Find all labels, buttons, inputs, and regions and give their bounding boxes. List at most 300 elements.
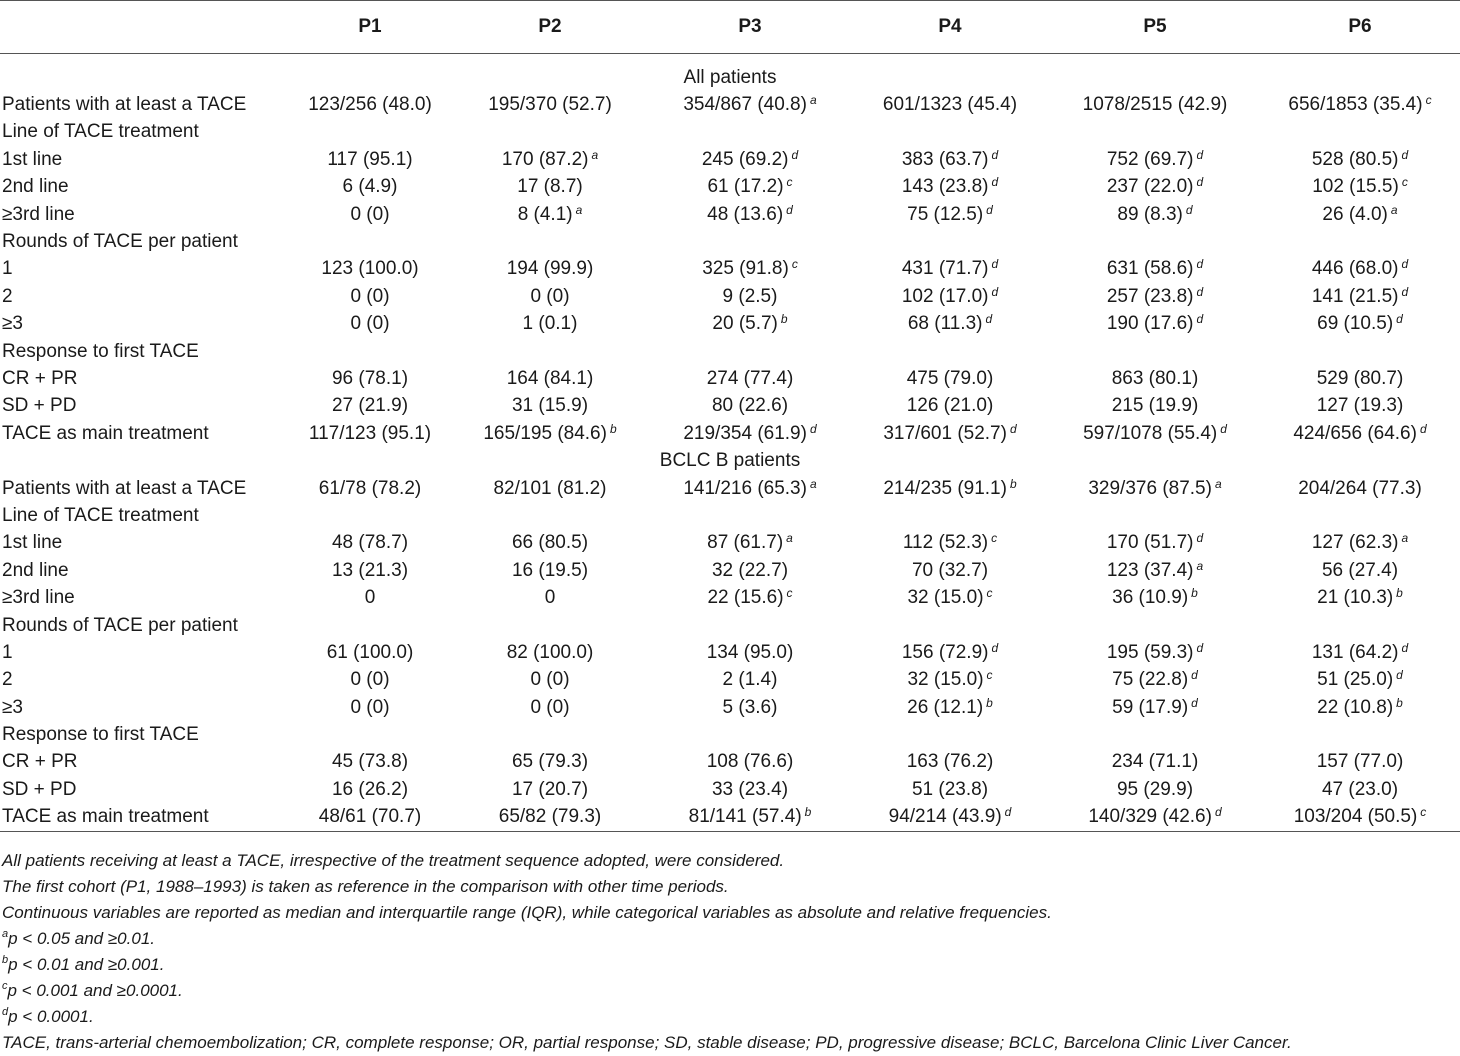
cell-value: 48/61 (70.7) (318, 806, 422, 828)
header-cell-p4: P4 (938, 16, 962, 37)
table-cell (450, 228, 650, 255)
row-label: ≥3rd line (2, 203, 75, 225)
row-label: SD + PD (2, 395, 77, 417)
table-cell (450, 201, 650, 228)
footnote (2, 900, 1452, 926)
footnote-text: p < 0.01 and ≥0.001. (8, 955, 165, 974)
cell-value: 80 (22.6) (711, 395, 789, 417)
table-cell (850, 639, 1050, 666)
cell-value: 1078/2515 (42.9) (1082, 94, 1228, 116)
table-cell (1050, 502, 1260, 529)
cell-value: 195 (59.3) (1106, 641, 1194, 663)
cell-value: 0 (0) (350, 203, 390, 225)
table-cell (650, 119, 850, 146)
table-cell (1050, 475, 1260, 502)
table-row (0, 502, 1460, 529)
cell-value: 48 (13.6) (707, 203, 784, 225)
cell-value: 317/601 (52.7) (883, 422, 1007, 444)
table-cell (450, 721, 650, 748)
significance-marker: d (809, 421, 817, 436)
cell-value: 51 (23.8) (911, 778, 989, 800)
row-label: Response to first TACE (2, 724, 199, 746)
table-cell (450, 502, 650, 529)
table-cell (1260, 721, 1460, 748)
table-row (0, 584, 1460, 611)
table-cell (1260, 584, 1460, 611)
table-cell (290, 420, 450, 447)
table-cell (1260, 228, 1460, 255)
cell-value: 528 (80.5) (1311, 148, 1399, 170)
cell-value: 69 (10.5) (1317, 313, 1394, 335)
cell-value: 656/1853 (35.4) (1288, 94, 1423, 116)
cell-value: 219/354 (61.9) (683, 422, 807, 444)
cell-value: 112 (52.3) (902, 532, 989, 554)
footnote-text: p < 0.001 and ≥0.0001. (7, 981, 183, 1000)
table-row (0, 256, 1460, 283)
cell-value: 32 (15.0) (907, 587, 984, 609)
table-row (0, 228, 1460, 255)
table-cell (450, 283, 650, 310)
table-row (0, 338, 1460, 365)
table-row (0, 119, 1460, 146)
significance-marker: c (986, 586, 993, 601)
table-cell (850, 612, 1050, 639)
table-cell (290, 146, 450, 173)
significance-marker: b (1396, 586, 1403, 601)
cell-value: 475 (79.0) (906, 367, 994, 389)
cell-value: 0 (0) (530, 696, 570, 718)
cell-value: 194 (99.9) (506, 258, 594, 280)
header-cell-p3: P3 (738, 16, 762, 37)
cell-value: 21 (10.3) (1317, 587, 1394, 609)
table-cell (1260, 256, 1460, 283)
cell-value: 45 (73.8) (331, 751, 409, 773)
table-cell (290, 721, 450, 748)
cell-value: 234 (71.1) (1111, 751, 1199, 773)
row-label: 1 (2, 258, 13, 280)
cell-value: 47 (23.0) (1321, 778, 1399, 800)
cell-value: 601/1323 (45.4) (882, 94, 1018, 116)
significance-marker: d (986, 202, 993, 217)
table-cell (1050, 557, 1260, 584)
table-row (0, 393, 1460, 420)
footnote (2, 1004, 1452, 1030)
significance-marker: b (804, 805, 812, 820)
cell-value: 82/101 (81.2) (493, 477, 607, 499)
cell-value: 164 (84.1) (506, 367, 594, 389)
table-cell (1050, 201, 1260, 228)
significance-marker: c (791, 257, 798, 272)
cell-value: 190 (17.6) (1106, 313, 1194, 335)
table-cell (1260, 146, 1460, 173)
table-cell (290, 174, 450, 201)
footnote-text: p < 0.0001. (8, 1007, 94, 1026)
table-cell (850, 804, 1050, 832)
table-cell (1050, 776, 1260, 803)
row-label: Rounds of TACE per patient (2, 614, 238, 636)
table-cell (1260, 393, 1460, 420)
cell-value: 16 (19.5) (511, 559, 589, 581)
significance-marker: d (1401, 257, 1409, 272)
table-cell (1260, 557, 1460, 584)
cell-value: 94/214 (43.9) (888, 806, 1002, 828)
row-label: CR + PR (2, 367, 78, 389)
table-row (0, 749, 1460, 776)
row-label: 2nd line (2, 176, 69, 198)
table-cell (850, 749, 1050, 776)
footnote (2, 874, 1452, 900)
significance-marker: a (1214, 476, 1222, 491)
row-label: TACE as main treatment (2, 422, 209, 444)
significance-marker: d (1196, 257, 1204, 272)
header-cell-p5: P5 (1143, 16, 1167, 37)
row-label: 1 (2, 641, 13, 663)
table-cell (650, 256, 850, 283)
table-cell (650, 91, 850, 118)
table-cell (1050, 146, 1260, 173)
table-cell (1260, 530, 1460, 557)
significance-marker: d (991, 640, 999, 655)
table-cell (290, 201, 450, 228)
table-cell (650, 420, 850, 447)
table-cell (650, 776, 850, 803)
table-cell (290, 557, 450, 584)
significance-marker: d (1191, 668, 1198, 683)
cell-value: 0 (0) (350, 313, 390, 335)
cell-value: 424/656 (64.6) (1293, 422, 1417, 444)
row-label: Patients with at least a TACE (2, 477, 247, 499)
table-cell (290, 694, 450, 721)
footnote (2, 1030, 1452, 1056)
significance-marker: d (991, 284, 999, 299)
significance-marker: c (786, 586, 793, 601)
cell-value: 0 (0) (350, 285, 390, 307)
cell-value: 141/216 (65.3) (683, 477, 807, 499)
cell-value: 31 (15.9) (511, 395, 589, 417)
significance-marker: d (991, 175, 999, 190)
significance-marker: a (575, 202, 583, 217)
table-cell (1050, 667, 1260, 694)
cell-value: 33 (23.4) (711, 778, 789, 800)
cell-value: 165/195 (84.6) (483, 422, 607, 444)
significance-marker: b (1396, 695, 1403, 710)
row-label: CR + PR (2, 751, 78, 773)
cell-value: 529 (80.7) (1316, 367, 1404, 389)
significance-marker: a (1401, 531, 1409, 546)
table-cell (1050, 612, 1260, 639)
table-cell (650, 612, 850, 639)
table-row (0, 804, 1460, 832)
table-cell (1260, 502, 1460, 529)
cell-value: 123 (100.0) (321, 258, 419, 280)
significance-marker: d (791, 147, 799, 162)
cell-value: 214/235 (91.1) (883, 477, 1007, 499)
significance-marker: d (786, 202, 793, 217)
cell-value: 70 (32.7) (911, 559, 989, 581)
table-cell (650, 393, 850, 420)
cell-value: 68 (11.3) (907, 313, 983, 335)
table-cell (850, 393, 1050, 420)
footnote-text: Continuous variables are reported as median and interquartile range (IQR), while categorical variables as absolute and relative frequencies. (2, 903, 1052, 922)
table-footnotes (2, 848, 1452, 1056)
table-row (0, 721, 1460, 748)
footnote (2, 848, 1452, 874)
table-cell (290, 584, 450, 611)
cell-value: 81/141 (57.4) (688, 806, 802, 828)
table-cell (650, 201, 850, 228)
cell-value: 56 (27.4) (1321, 559, 1399, 581)
cell-value: 446 (68.0) (1311, 258, 1399, 280)
table-cell (650, 557, 850, 584)
cell-value: 752 (69.7) (1106, 148, 1194, 170)
row-label: TACE as main treatment (2, 806, 209, 828)
table-cell (1260, 612, 1460, 639)
table-cell (450, 639, 650, 666)
significance-marker: d (1401, 640, 1409, 655)
cell-value: 170 (87.2) (501, 148, 589, 170)
cell-value: 274 (77.4) (706, 367, 794, 389)
cell-value: 127 (62.3) (1311, 532, 1399, 554)
significance-marker: a (809, 476, 817, 491)
cell-value: 16 (26.2) (331, 778, 409, 800)
table-cell (1050, 804, 1260, 832)
table-cell (650, 749, 850, 776)
table-cell (850, 338, 1050, 365)
row-label: 2nd line (2, 559, 69, 581)
table-cell (1260, 91, 1460, 118)
table-cell (850, 311, 1050, 338)
table-cell (290, 393, 450, 420)
table-cell (650, 530, 850, 557)
table-row (0, 694, 1460, 721)
cell-value: 131 (64.2) (1311, 641, 1399, 663)
significance-marker: d (1196, 640, 1204, 655)
table-cell (1050, 393, 1260, 420)
table-cell (1260, 667, 1460, 694)
table-cell (450, 776, 650, 803)
table-cell (1050, 228, 1260, 255)
row-label: ≥3 (2, 696, 23, 718)
table-cell (850, 91, 1050, 118)
table-cell (650, 721, 850, 748)
table-cell (650, 804, 850, 832)
row-label: SD + PD (2, 778, 77, 800)
cell-value: 597/1078 (55.4) (1083, 422, 1218, 444)
header-cell-p2: P2 (538, 16, 562, 37)
significance-marker: d (1009, 421, 1017, 436)
significance-marker: b (780, 312, 788, 327)
table-row (0, 776, 1460, 803)
table-row (0, 612, 1460, 639)
table-cell (850, 256, 1050, 283)
table-cell (450, 174, 650, 201)
cell-value: 141 (21.5) (1311, 285, 1399, 307)
significance-marker: d (1401, 284, 1409, 299)
cell-value: 127 (19.3) (1316, 395, 1404, 417)
table-cell (1260, 804, 1460, 832)
cell-value: 6 (4.9) (342, 176, 398, 198)
table-cell (1050, 420, 1260, 447)
table-cell (450, 420, 650, 447)
table-cell (1260, 311, 1460, 338)
table-row (0, 365, 1460, 392)
significance-marker: c (1425, 93, 1432, 108)
cell-value: 17 (20.7) (511, 778, 589, 800)
table-cell (1260, 119, 1460, 146)
cell-value: 26 (12.1) (907, 696, 984, 718)
cell-value: 87 (61.7) (707, 532, 784, 554)
significance-marker: d (1196, 147, 1204, 162)
table-row (0, 311, 1460, 338)
row-label: 1st line (2, 148, 63, 170)
table-cell (1050, 639, 1260, 666)
table-cell (450, 338, 650, 365)
cell-value: 75 (22.8) (1112, 669, 1189, 691)
footnote-text: TACE, trans-arterial chemoembolization; CR, complete response; OR, partial response; SD, stable disease; PD, progressive disease; BCLC, Barcelona Clinic Liver Cancer. (2, 1033, 1292, 1052)
table-cell (850, 201, 1050, 228)
table-cell (450, 475, 650, 502)
table-cell (1260, 694, 1460, 721)
table-cell (850, 475, 1050, 502)
cell-value: 0 (364, 587, 376, 609)
table-cell (450, 91, 650, 118)
cell-value: 0 (544, 587, 556, 609)
cell-value: 51 (25.0) (1317, 669, 1394, 691)
significance-marker: d (1196, 175, 1204, 190)
table-body (0, 54, 1460, 832)
significance-marker: b (1191, 586, 1198, 601)
table-cell (450, 612, 650, 639)
footnote-marker: c (2, 980, 8, 992)
header-cell-p6: P6 (1348, 16, 1372, 37)
table-cell (290, 530, 450, 557)
cell-value: 117 (95.1) (327, 148, 413, 170)
table-row (0, 174, 1460, 201)
cell-value: 126 (21.0) (906, 395, 994, 417)
section-title: BCLC B patients (659, 450, 801, 472)
table-cell (290, 502, 450, 529)
table-cell (1260, 338, 1460, 365)
cell-value: 170 (51.7) (1106, 532, 1194, 554)
cell-value: 22 (10.8) (1317, 696, 1394, 718)
table-cell (290, 228, 450, 255)
significance-marker: d (985, 312, 993, 327)
footnote (2, 926, 1452, 952)
table-cell (1260, 776, 1460, 803)
footnote-text: The first cohort (P1, 1988–1993) is taken as reference in the comparison with other time periods. (2, 877, 729, 896)
row-label: 2 (2, 669, 13, 691)
footnote-marker: a (2, 928, 9, 940)
row-label: ≥3 (2, 313, 23, 335)
table-row (0, 667, 1460, 694)
table-cell (1050, 530, 1260, 557)
table-cell (290, 804, 450, 832)
cell-value: 195/370 (52.7) (488, 94, 612, 116)
cell-value: 17 (8.7) (517, 176, 583, 198)
significance-marker: b (1009, 476, 1017, 491)
table-cell (650, 338, 850, 365)
cell-value: 163 (76.2) (906, 751, 994, 773)
table-cell (1050, 584, 1260, 611)
cell-value: 2 (1.4) (722, 669, 778, 691)
table-row (0, 530, 1460, 557)
table-cell (1050, 338, 1260, 365)
cell-value: 383 (63.7) (901, 148, 989, 170)
cell-value: 20 (5.7) (712, 313, 778, 335)
table-cell (1050, 365, 1260, 392)
table-cell (450, 119, 650, 146)
table-cell (290, 338, 450, 365)
cell-value: 325 (91.8) (702, 258, 789, 280)
significance-marker: c (786, 175, 793, 190)
table-cell (1050, 721, 1260, 748)
table-cell (650, 584, 850, 611)
table-cell (650, 228, 850, 255)
table-cell (450, 530, 650, 557)
table-cell (290, 639, 450, 666)
cell-value: 61 (100.0) (326, 641, 414, 663)
significance-marker: d (1196, 312, 1204, 327)
table-cell (650, 475, 850, 502)
cell-value: 108 (76.6) (706, 751, 794, 773)
table-cell (850, 228, 1050, 255)
table-cell (1260, 749, 1460, 776)
cell-value: 329/376 (87.5) (1088, 477, 1212, 499)
table-cell (290, 311, 450, 338)
significance-marker: a (809, 93, 817, 108)
cell-value: 103/204 (50.5) (1293, 806, 1418, 828)
cell-value: 32 (22.7) (711, 559, 789, 581)
cell-value: 143 (23.8) (901, 176, 989, 198)
table-cell (450, 256, 650, 283)
footnote (2, 978, 1452, 1004)
table-row (0, 420, 1460, 447)
cell-value: 0 (0) (350, 669, 390, 691)
cell-value: 102 (15.5) (1312, 176, 1399, 198)
footnote-marker: d (2, 1006, 9, 1018)
table-cell (1260, 365, 1460, 392)
table-row (0, 639, 1460, 666)
cell-value: 237 (22.0) (1106, 176, 1194, 198)
cell-value: 204/264 (77.3) (1298, 477, 1422, 499)
table-cell (850, 776, 1050, 803)
cell-value: 27 (21.9) (331, 395, 409, 417)
table-cell (1050, 749, 1260, 776)
cell-value: 863 (80.1) (1111, 367, 1199, 389)
cell-value: 26 (4.0) (1322, 203, 1388, 225)
significance-marker: a (1196, 558, 1204, 573)
table-cell (290, 256, 450, 283)
table-cell (450, 694, 650, 721)
table-cell (650, 639, 850, 666)
row-label: Patients with at least a TACE (2, 94, 247, 116)
cell-value: 8 (4.1) (517, 203, 573, 225)
significance-marker: d (1196, 531, 1204, 546)
significance-marker: c (1420, 805, 1427, 820)
row-label: Rounds of TACE per patient (2, 231, 238, 253)
table-cell (290, 365, 450, 392)
table-row (0, 201, 1460, 228)
section-row (0, 54, 1460, 92)
table-cell (1050, 119, 1260, 146)
significance-marker: d (1185, 202, 1193, 217)
table-cell (1260, 201, 1460, 228)
table-cell (650, 365, 850, 392)
significance-marker: d (1220, 421, 1227, 436)
table-cell (850, 502, 1050, 529)
table-row (0, 91, 1460, 118)
cell-value: 95 (29.9) (1116, 778, 1194, 800)
